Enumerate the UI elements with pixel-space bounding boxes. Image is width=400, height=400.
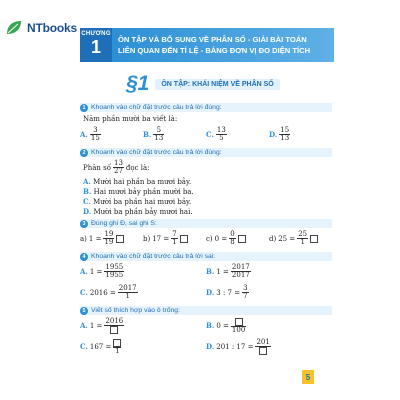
option-a[interactable] [80, 264, 206, 279]
option-d[interactable] [80, 206, 332, 216]
option-label: B. [143, 130, 152, 139]
denominator: 27 [114, 167, 123, 175]
option-label: B. [83, 187, 92, 196]
chapter-badge [80, 28, 112, 62]
option-label: D. [206, 288, 215, 297]
question-3-items [80, 228, 332, 249]
option-label: C. [83, 197, 91, 206]
fraction [113, 339, 121, 355]
item-a [80, 231, 143, 246]
option-label: C. [206, 130, 214, 139]
question-5-row2 [80, 336, 332, 357]
logo [4, 18, 77, 38]
answer-box[interactable] [238, 235, 246, 243]
exercise-content [80, 100, 332, 357]
option-text: Mười hai phần ba mươi bảy. [93, 178, 192, 186]
option-lhs: 201 : 17 = [216, 342, 254, 351]
numerator: 1955 [105, 263, 124, 271]
question-instruction: Khoanh vào chữ đặt trước câu trả lời sai: [91, 253, 216, 260]
denominator: 100 [231, 325, 246, 334]
item-c [206, 231, 269, 246]
section-heading [126, 72, 280, 96]
numerator: 2017 [231, 263, 250, 271]
option-d[interactable] [269, 127, 332, 142]
answer-box[interactable] [235, 318, 243, 326]
question-number: 2 [80, 149, 88, 157]
prompt-pre: Phân số [83, 163, 111, 172]
item-label: b) [143, 234, 151, 243]
fraction [153, 127, 164, 142]
option-label: A. [80, 130, 88, 139]
leaf-icon [4, 18, 24, 38]
chapter-title-line1: ÔN TẬP VÀ BỔ SUNG VỀ PHÂN SỐ - GIẢI BÀI TOÁN [118, 35, 307, 44]
option-lhs: 3 : 7 = [216, 288, 241, 297]
option-b [206, 318, 332, 334]
option-c[interactable] [80, 285, 206, 300]
option-b[interactable] [206, 264, 332, 279]
option-text: Mười ba phần hai mươi bảy. [93, 198, 192, 206]
question-4-header [80, 252, 332, 261]
denominator: 2017 [231, 271, 250, 279]
numerator: 25 [298, 230, 308, 238]
fraction [113, 160, 124, 175]
option-label: D. [206, 342, 215, 351]
fraction [104, 318, 124, 334]
answer-box[interactable] [113, 339, 121, 347]
chapter-word: CHƯƠNG [81, 31, 111, 37]
denominator: 13 [280, 134, 290, 142]
option-d[interactable] [206, 285, 332, 300]
option-label: C. [80, 288, 88, 297]
fraction [297, 231, 308, 246]
answer-box[interactable] [116, 235, 124, 243]
question-number: 5 [80, 307, 88, 315]
option-lhs: 1 = [89, 267, 103, 276]
fraction [118, 285, 138, 300]
fraction [103, 231, 114, 246]
fraction [279, 127, 290, 142]
section-title: ÔN TẬP: KHÁI NIỆM VỀ PHÂN SỐ [155, 79, 279, 90]
option-c[interactable] [206, 127, 269, 142]
fraction [242, 285, 248, 300]
option-label: D. [269, 130, 278, 139]
chapter-title-line2: LIÊN QUAN ĐẾN TỈ LỆ - BẢNG ĐƠN VỊ ĐO DIỆN TÍCH [118, 46, 311, 55]
fraction [104, 264, 124, 279]
denominator: 19 [104, 238, 114, 246]
answer-box[interactable] [180, 235, 188, 243]
option-lhs: 1 = [216, 267, 229, 276]
option-label: A. [80, 267, 88, 276]
answer-box[interactable] [110, 326, 118, 334]
numerator: 15 [280, 126, 290, 134]
option-c [80, 339, 206, 355]
item-b [143, 231, 206, 246]
question-4-row1 [80, 261, 332, 282]
option-lhs: 1 = [89, 321, 103, 330]
option-text: Hai mươi bảy phần mười ba. [93, 188, 194, 196]
question-prompt: Năm phần mười ba viết là: [83, 115, 178, 123]
question-4-row2 [80, 282, 332, 303]
item-lhs: 1 = [88, 234, 102, 243]
question-prompt [80, 157, 332, 176]
fraction [229, 231, 235, 246]
option-b[interactable] [143, 127, 206, 142]
answer-box[interactable] [310, 235, 318, 243]
denominator: 15 [90, 134, 100, 142]
item-lhs: 25 = [278, 234, 296, 243]
fraction [171, 231, 177, 246]
numerator: 201 [256, 337, 270, 346]
answer-box[interactable] [259, 347, 267, 355]
option-c[interactable] [80, 196, 332, 206]
option-a[interactable] [80, 176, 332, 186]
denominator: 1 [115, 346, 120, 355]
page-number: 5 [302, 370, 314, 384]
numerator: 2017 [118, 284, 137, 292]
section-number: §1 [126, 72, 150, 95]
numerator: 3 [243, 284, 248, 292]
option-label: D. [83, 207, 92, 216]
denominator: 1 [125, 292, 130, 300]
denominator: 1955 [105, 271, 124, 279]
fraction [216, 127, 227, 142]
question-5-header [80, 306, 332, 315]
numerator: 5 [156, 126, 162, 134]
option-label: C. [80, 342, 88, 351]
chapter-header [80, 28, 334, 62]
numerator: 7 [172, 230, 177, 238]
item-lhs: 17 = [152, 234, 170, 243]
item-label: a) [80, 234, 87, 243]
denominator: 1 [300, 238, 305, 246]
option-lhs: 2016 = [89, 288, 116, 297]
item-label: d) [269, 234, 277, 243]
question-instruction: Viết số thích hợp vào ô trống: [91, 307, 180, 314]
question-number: 1 [80, 104, 88, 112]
question-number: 4 [80, 253, 88, 261]
chapter-number: 1 [90, 37, 101, 57]
question-3-header [80, 219, 332, 228]
item-lhs: 0 = [214, 234, 228, 243]
numerator: 0 [230, 230, 235, 238]
question-1-header [80, 103, 332, 112]
option-a[interactable] [80, 127, 143, 142]
question-5-row1 [80, 315, 332, 336]
logo-text: NTbooks [27, 21, 77, 35]
option-a [80, 318, 206, 334]
numerator: 3 [93, 126, 98, 134]
prompt-post: đọc là: [125, 163, 150, 172]
question-number: 3 [80, 220, 88, 228]
numerator: 13 [114, 159, 123, 167]
option-label: B. [206, 321, 215, 330]
denominator: 1 [172, 238, 177, 246]
question-instruction: Đúng ghi Đ, sai ghi S: [91, 220, 157, 227]
denominator: 7 [243, 292, 248, 300]
question-instruction: Khoanh vào chữ đặt trước câu trả lời đúng: [91, 149, 222, 156]
option-lhs: 167 = [89, 342, 112, 351]
chapter-title [112, 28, 334, 62]
option-text: Mười ba phần bảy mươi hai. [93, 208, 193, 216]
fraction [90, 127, 101, 142]
option-lhs: 0 = [216, 321, 229, 330]
numerator: 2016 [105, 316, 124, 325]
option-b[interactable] [80, 186, 332, 196]
item-label: c) [206, 234, 213, 243]
denominator: 5 [219, 134, 224, 142]
option-label: B. [206, 267, 215, 276]
item-d [269, 231, 332, 246]
denominator: 8 [230, 238, 235, 246]
option-label: A. [83, 177, 91, 186]
denominator: 13 [154, 134, 164, 142]
fraction [255, 339, 270, 355]
numerator: 19 [104, 230, 114, 238]
question-2-header [80, 148, 332, 157]
option-label: A. [80, 321, 88, 330]
fraction [231, 264, 251, 279]
fraction [231, 318, 246, 334]
question-instruction: Khoanh vào chữ đặt trước câu trả lời đúng: [91, 104, 222, 111]
numerator: 13 [216, 126, 226, 134]
question-1-options [80, 124, 332, 145]
option-d [206, 339, 332, 355]
